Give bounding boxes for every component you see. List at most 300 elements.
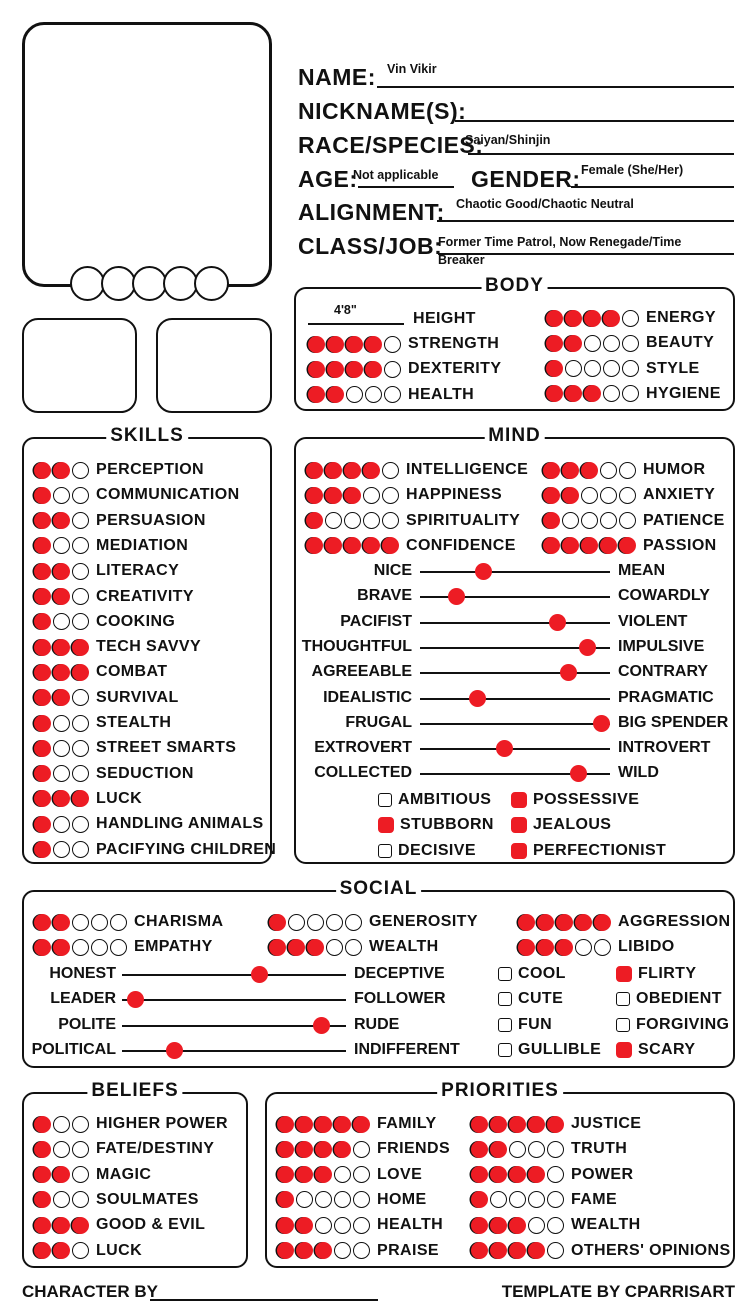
rating-dot[interactable]: [308, 361, 325, 378]
rating-dot[interactable]: [296, 1191, 313, 1208]
rating-dot[interactable]: [307, 914, 324, 931]
race-field[interactable]: [468, 153, 734, 155]
rating-dot[interactable]: [296, 1242, 313, 1259]
rating-dot[interactable]: [509, 1217, 526, 1234]
checkbox-item[interactable]: [511, 813, 611, 837]
rating-dot[interactable]: [584, 360, 601, 377]
rating-dot[interactable]: [344, 487, 361, 504]
rating-dot[interactable]: [471, 1242, 488, 1259]
rating-dot[interactable]: [581, 487, 598, 504]
rating-dot[interactable]: [363, 537, 380, 554]
checkbox[interactable]: [616, 966, 632, 982]
rating-dot[interactable]: [509, 1191, 526, 1208]
rating-dot[interactable]: [622, 310, 639, 327]
rating-dot[interactable]: [288, 914, 305, 931]
rating-dot[interactable]: [556, 914, 573, 931]
slider-track[interactable]: [420, 672, 610, 674]
rating-dot[interactable]: [565, 335, 582, 352]
rating-dot[interactable]: [325, 537, 342, 554]
rating-dot[interactable]: [528, 1217, 545, 1234]
rating-dot[interactable]: [584, 385, 601, 402]
rating-dot[interactable]: [565, 360, 582, 377]
rating-dot[interactable]: [600, 512, 617, 529]
rating-dot[interactable]: [353, 1242, 370, 1259]
rating-dot[interactable]: [34, 689, 51, 706]
checkbox-item[interactable]: [498, 1013, 552, 1037]
rating-dot[interactable]: [353, 1166, 370, 1183]
rating-dot[interactable]: [581, 537, 598, 554]
slider-knob[interactable]: [496, 740, 513, 757]
rating-dot[interactable]: [53, 790, 70, 807]
rating-dot[interactable]: [325, 487, 342, 504]
rating-dot[interactable]: [619, 462, 636, 479]
checkbox-item[interactable]: [498, 987, 563, 1011]
rating-dot[interactable]: [72, 816, 89, 833]
rating-dot[interactable]: [326, 939, 343, 956]
name-field[interactable]: [377, 86, 734, 88]
rating-dot[interactable]: [382, 537, 399, 554]
rating-dot[interactable]: [315, 1242, 332, 1259]
slider-track[interactable]: [122, 1050, 346, 1052]
rating-dot[interactable]: [334, 1166, 351, 1183]
rating-dot[interactable]: [518, 914, 535, 931]
rating-dot[interactable]: [34, 1191, 51, 1208]
rating-dot[interactable]: [72, 588, 89, 605]
rating-dot[interactable]: [72, 914, 89, 931]
checkbox[interactable]: [498, 1043, 512, 1057]
rating-dot[interactable]: [537, 939, 554, 956]
portrait-circle: [101, 266, 136, 301]
rating-dot[interactable]: [334, 1242, 351, 1259]
checkbox-item[interactable]: [498, 962, 566, 986]
rating-dot[interactable]: [363, 512, 380, 529]
rating-dot[interactable]: [72, 715, 89, 732]
slider-track[interactable]: [420, 748, 610, 750]
rating-dot[interactable]: [353, 1217, 370, 1234]
rating-dot[interactable]: [528, 1141, 545, 1158]
rating-dot[interactable]: [509, 1242, 526, 1259]
rating-dot[interactable]: [72, 765, 89, 782]
rating-dot[interactable]: [110, 939, 127, 956]
rating-dot[interactable]: [34, 639, 51, 656]
rating-dot[interactable]: [546, 335, 563, 352]
checkbox-item[interactable]: [616, 1013, 729, 1037]
rating-dot[interactable]: [565, 385, 582, 402]
rating-dot[interactable]: [334, 1141, 351, 1158]
rating-dot[interactable]: [622, 360, 639, 377]
rating-dot[interactable]: [546, 360, 563, 377]
rating-dot[interactable]: [277, 1141, 294, 1158]
rating-label: LUCK: [96, 789, 143, 807]
rating-dot[interactable]: [543, 487, 560, 504]
rating-dot[interactable]: [384, 336, 401, 353]
rating-dot[interactable]: [471, 1217, 488, 1234]
rating-dot[interactable]: [34, 715, 51, 732]
rating-dot[interactable]: [296, 1217, 313, 1234]
rating-dot[interactable]: [581, 512, 598, 529]
rating-label: HEALTH: [377, 1216, 444, 1234]
rating-dot[interactable]: [509, 1141, 526, 1158]
checkbox[interactable]: [616, 992, 630, 1006]
checkbox-item[interactable]: [616, 962, 696, 986]
rating-dot[interactable]: [296, 1166, 313, 1183]
rating-dot[interactable]: [490, 1217, 507, 1234]
rating-dot[interactable]: [53, 613, 70, 630]
rating-dot[interactable]: [584, 335, 601, 352]
rating-dot[interactable]: [53, 1217, 70, 1234]
rating-dot[interactable]: [344, 537, 361, 554]
rating-dot[interactable]: [34, 588, 51, 605]
rating-dot[interactable]: [53, 715, 70, 732]
rating-dot[interactable]: [72, 1217, 89, 1234]
rating-dot[interactable]: [471, 1116, 488, 1133]
rating-dot[interactable]: [53, 841, 70, 858]
slider-knob[interactable]: [593, 715, 610, 732]
rating-dot[interactable]: [72, 462, 89, 479]
rating-dot[interactable]: [53, 1141, 70, 1158]
rating-dot[interactable]: [384, 386, 401, 403]
rating-dot[interactable]: [543, 462, 560, 479]
checkbox-label: COOL: [518, 965, 566, 982]
rating-dot[interactable]: [365, 336, 382, 353]
rating-dot[interactable]: [353, 1191, 370, 1208]
rating-dot[interactable]: [72, 1166, 89, 1183]
rating-dot[interactable]: [382, 512, 399, 529]
rating-dot[interactable]: [34, 939, 51, 956]
character-by-field[interactable]: [150, 1299, 378, 1301]
rating-dot[interactable]: [34, 537, 51, 554]
rating-dot[interactable]: [53, 639, 70, 656]
rating-dot[interactable]: [603, 385, 620, 402]
rating-dot[interactable]: [490, 1242, 507, 1259]
rating-dot[interactable]: [306, 537, 323, 554]
rating-row: [34, 935, 213, 959]
rating-dot[interactable]: [315, 1166, 332, 1183]
rating-dot[interactable]: [53, 1166, 70, 1183]
rating-dot[interactable]: [296, 1141, 313, 1158]
rating-dot[interactable]: [53, 537, 70, 554]
rating-dot[interactable]: [72, 537, 89, 554]
rating-dot[interactable]: [547, 1141, 564, 1158]
rating-dot[interactable]: [603, 335, 620, 352]
rating-dot[interactable]: [509, 1166, 526, 1183]
rating-dot[interactable]: [34, 1141, 51, 1158]
rating-dot[interactable]: [528, 1116, 545, 1133]
checkbox-item[interactable]: [378, 788, 491, 812]
rating-dot[interactable]: [288, 939, 305, 956]
checkbox[interactable]: [498, 967, 512, 981]
slider-knob[interactable]: [127, 991, 144, 1008]
rating-dot[interactable]: [547, 1116, 564, 1133]
rating-dot[interactable]: [34, 816, 51, 833]
gender-field[interactable]: [571, 186, 734, 188]
rating-dot[interactable]: [546, 385, 563, 402]
rating-dot[interactable]: [622, 335, 639, 352]
rating-dot[interactable]: [346, 361, 363, 378]
rating-dot[interactable]: [72, 613, 89, 630]
rating-dot[interactable]: [528, 1166, 545, 1183]
rating-dot[interactable]: [53, 939, 70, 956]
rating-dot[interactable]: [471, 1166, 488, 1183]
rating-dot[interactable]: [543, 537, 560, 554]
rating-dot[interactable]: [509, 1116, 526, 1133]
rating-dot[interactable]: [72, 1191, 89, 1208]
rating-dot[interactable]: [34, 563, 51, 580]
checkbox-item[interactable]: [498, 1038, 601, 1062]
checkbox-item[interactable]: [378, 813, 494, 837]
rating-dot[interactable]: [363, 487, 380, 504]
rating-dot[interactable]: [277, 1166, 294, 1183]
slider-track[interactable]: [122, 974, 346, 976]
rating-dot[interactable]: [562, 487, 579, 504]
rating-dot[interactable]: [53, 563, 70, 580]
rating-dot[interactable]: [91, 914, 108, 931]
rating-dot[interactable]: [277, 1217, 294, 1234]
rating-dot[interactable]: [53, 816, 70, 833]
slider-track[interactable]: [122, 999, 346, 1001]
rating-dot[interactable]: [603, 360, 620, 377]
slider-knob[interactable]: [475, 563, 492, 580]
nickname-field[interactable]: [455, 120, 734, 122]
rating-dot[interactable]: [325, 462, 342, 479]
rating-dot[interactable]: [490, 1166, 507, 1183]
rating-dot[interactable]: [53, 914, 70, 931]
rating-dot[interactable]: [363, 462, 380, 479]
rating-dot[interactable]: [518, 939, 535, 956]
rating-dot[interactable]: [53, 740, 70, 757]
rating-dot[interactable]: [72, 790, 89, 807]
rating-dot[interactable]: [562, 462, 579, 479]
rating-dot[interactable]: [308, 336, 325, 353]
checkbox-item[interactable]: [616, 1038, 695, 1062]
rating-dot[interactable]: [562, 512, 579, 529]
portrait-circle: [70, 266, 105, 301]
rating-dot[interactable]: [306, 512, 323, 529]
rating-dot[interactable]: [345, 914, 362, 931]
checkbox[interactable]: [378, 817, 394, 833]
rating-dot[interactable]: [490, 1191, 507, 1208]
rating-dot[interactable]: [490, 1116, 507, 1133]
rating-dot[interactable]: [315, 1141, 332, 1158]
rating-dot[interactable]: [269, 914, 286, 931]
checkbox[interactable]: [616, 1018, 630, 1032]
slider-left-label: IDEALISTIC: [323, 688, 412, 706]
rating-dot[interactable]: [622, 385, 639, 402]
rating-dot[interactable]: [34, 765, 51, 782]
rating-row: [34, 1137, 214, 1161]
rating-dot[interactable]: [325, 512, 342, 529]
rating-dot[interactable]: [334, 1217, 351, 1234]
rating-dot[interactable]: [72, 1242, 89, 1259]
rating-dot[interactable]: [594, 914, 611, 931]
rating-dot[interactable]: [34, 512, 51, 529]
rating-dot[interactable]: [382, 487, 399, 504]
age-field[interactable]: [358, 186, 454, 188]
checkbox[interactable]: [378, 844, 392, 858]
rating-dot[interactable]: [327, 386, 344, 403]
alignment-field[interactable]: [437, 220, 734, 222]
rating-dot[interactable]: [296, 1116, 313, 1133]
checkbox-item[interactable]: [616, 987, 722, 1011]
rating-dot[interactable]: [575, 939, 592, 956]
rating-dot[interactable]: [72, 740, 89, 757]
slider-track[interactable]: [420, 622, 610, 624]
rating-dot[interactable]: [34, 790, 51, 807]
rating-dot[interactable]: [315, 1116, 332, 1133]
rating-dot[interactable]: [308, 386, 325, 403]
rating-row: [471, 1163, 633, 1187]
rating-dot[interactable]: [619, 487, 636, 504]
rating-dot[interactable]: [600, 537, 617, 554]
rating-dot[interactable]: [543, 512, 560, 529]
rating-dot[interactable]: [547, 1166, 564, 1183]
rating-dot[interactable]: [72, 1141, 89, 1158]
rating-dot[interactable]: [346, 386, 363, 403]
rating-dot[interactable]: [34, 462, 51, 479]
rating-dot[interactable]: [72, 1116, 89, 1133]
rating-dot[interactable]: [327, 336, 344, 353]
rating-dot[interactable]: [72, 487, 89, 504]
rating-dot[interactable]: [53, 765, 70, 782]
rating-dot[interactable]: [72, 841, 89, 858]
rating-dot[interactable]: [581, 462, 598, 479]
rating-dot[interactable]: [584, 310, 601, 327]
rating-dot[interactable]: [327, 361, 344, 378]
rating-dot[interactable]: [34, 841, 51, 858]
slider-knob[interactable]: [469, 690, 486, 707]
rating-dot[interactable]: [53, 1116, 70, 1133]
rating-dot[interactable]: [537, 914, 554, 931]
rating-dot[interactable]: [382, 462, 399, 479]
rating-dot[interactable]: [53, 664, 70, 681]
rating-dot[interactable]: [315, 1191, 332, 1208]
slider-track[interactable]: [420, 571, 610, 573]
slider-knob[interactable]: [570, 765, 587, 782]
rating-dot[interactable]: [556, 939, 573, 956]
rating-dot[interactable]: [53, 1242, 70, 1259]
rating-dot[interactable]: [594, 939, 611, 956]
rating-dot[interactable]: [562, 537, 579, 554]
rating-dot[interactable]: [91, 939, 108, 956]
rating-dot[interactable]: [72, 664, 89, 681]
rating-dot[interactable]: [269, 939, 286, 956]
rating-dot[interactable]: [344, 462, 361, 479]
rating-dot[interactable]: [334, 1116, 351, 1133]
rating-dot[interactable]: [277, 1191, 294, 1208]
checkbox[interactable]: [511, 792, 527, 808]
rating-dot[interactable]: [575, 914, 592, 931]
rating-dot[interactable]: [528, 1242, 545, 1259]
rating-dot[interactable]: [72, 563, 89, 580]
height-field[interactable]: [308, 323, 404, 325]
rating-dot[interactable]: [72, 512, 89, 529]
checkbox-item[interactable]: [511, 839, 666, 863]
rating-dot[interactable]: [315, 1217, 332, 1234]
rating-dot[interactable]: [306, 487, 323, 504]
rating-dot[interactable]: [307, 939, 324, 956]
slider-knob[interactable]: [560, 664, 577, 681]
rating-dot[interactable]: [53, 1191, 70, 1208]
checkbox-item[interactable]: [511, 788, 639, 812]
checkbox-item[interactable]: [378, 839, 476, 863]
slider-knob[interactable]: [251, 966, 268, 983]
rating-dot[interactable]: [334, 1191, 351, 1208]
checkbox[interactable]: [498, 1018, 512, 1032]
checkbox[interactable]: [498, 992, 512, 1006]
rating-dot[interactable]: [53, 462, 70, 479]
rating-dot[interactable]: [490, 1141, 507, 1158]
rating-dot[interactable]: [72, 939, 89, 956]
slider-track[interactable]: [420, 698, 610, 700]
rating-dot[interactable]: [34, 914, 51, 931]
rating-dot[interactable]: [600, 487, 617, 504]
checkbox[interactable]: [511, 843, 527, 859]
rating-dot[interactable]: [603, 310, 620, 327]
checkbox[interactable]: [378, 793, 392, 807]
rating-dot[interactable]: [471, 1141, 488, 1158]
rating-label: EMPATHY: [134, 938, 213, 956]
rating-dot[interactable]: [34, 1116, 51, 1133]
rating-dot[interactable]: [365, 361, 382, 378]
slider-knob[interactable]: [579, 639, 596, 656]
rating-dot[interactable]: [546, 310, 563, 327]
rating-dot[interactable]: [619, 512, 636, 529]
rating-dot[interactable]: [72, 689, 89, 706]
checkbox[interactable]: [616, 1042, 632, 1058]
rating-dot[interactable]: [34, 1242, 51, 1259]
rating-dot[interactable]: [365, 386, 382, 403]
rating-dot[interactable]: [53, 689, 70, 706]
rating-dot[interactable]: [53, 588, 70, 605]
rating-dot[interactable]: [565, 310, 582, 327]
rating-dot[interactable]: [345, 939, 362, 956]
rating-dot[interactable]: [600, 462, 617, 479]
slider-track[interactable]: [420, 723, 610, 725]
rating-dot[interactable]: [344, 512, 361, 529]
rating-dot[interactable]: [34, 1217, 51, 1234]
rating-dot[interactable]: [34, 740, 51, 757]
rating-dot[interactable]: [72, 639, 89, 656]
rating-dot[interactable]: [34, 487, 51, 504]
rating-dot[interactable]: [277, 1242, 294, 1259]
rating-dot[interactable]: [326, 914, 343, 931]
rating-dot[interactable]: [384, 361, 401, 378]
rating-dot[interactable]: [110, 914, 127, 931]
rating-dot[interactable]: [353, 1141, 370, 1158]
rating-label: WEALTH: [571, 1216, 641, 1234]
rating-dot[interactable]: [53, 487, 70, 504]
rating-dot[interactable]: [34, 1166, 51, 1183]
rating-dot[interactable]: [34, 664, 51, 681]
rating-dot[interactable]: [619, 537, 636, 554]
slider-knob[interactable]: [448, 588, 465, 605]
rating-dot[interactable]: [346, 336, 363, 353]
rating-dot[interactable]: [528, 1191, 545, 1208]
rating-dot[interactable]: [53, 512, 70, 529]
rating-dot[interactable]: [277, 1116, 294, 1133]
rating-dot[interactable]: [306, 462, 323, 479]
slider-knob[interactable]: [166, 1042, 183, 1059]
rating-dot[interactable]: [471, 1191, 488, 1208]
rating-dot[interactable]: [547, 1217, 564, 1234]
checkbox[interactable]: [511, 817, 527, 833]
rating-dot[interactable]: [353, 1116, 370, 1133]
rating-dot[interactable]: [547, 1191, 564, 1208]
rating-dot[interactable]: [547, 1242, 564, 1259]
slider-knob[interactable]: [313, 1017, 330, 1034]
slider-knob[interactable]: [549, 614, 566, 631]
rating-dot[interactable]: [34, 613, 51, 630]
